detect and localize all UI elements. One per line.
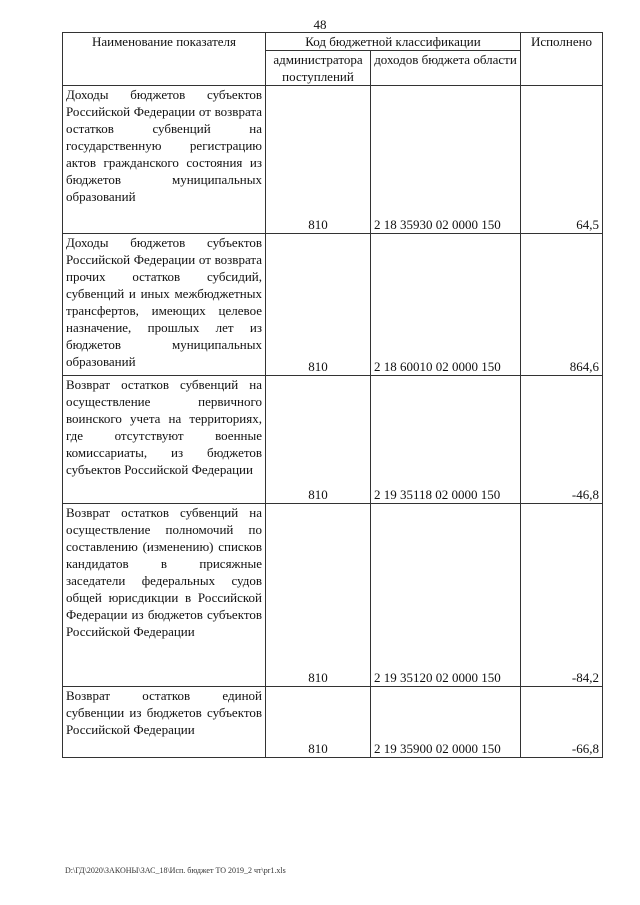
admin-code-cell: 810	[266, 504, 371, 687]
admin-code-cell: 810	[266, 687, 371, 758]
header-regional-budget-revenue: доходов бюджета области	[371, 51, 521, 86]
executed-amount-cell: -46,8	[521, 376, 603, 504]
indicator-name-cell: Доходы бюджетов субъектов Российской Федерации от возврата остатков субвенций на государственную регистрацию актов гражданского состояния из бюджетов муниципальных образований	[63, 86, 266, 234]
indicator-name-cell: Доходы бюджетов субъектов Российской Федерации от возврата прочих остатков субсидий, субвенций и иных межбюджетных трансфертов, имеющих целевое назначение, прошлых лет из бюджетов муниципальных образований	[63, 234, 266, 376]
budget-execution-table	[62, 32, 603, 758]
file-path-footer: D:\ГД\2020\ЗАКОНЫ\ЗАС_18\Исп. бюджет ТО 2019_2 чт\pr1.xls	[65, 866, 286, 875]
indicator-name-cell: Возврат остатков субвенций на осуществление полномочий по составлению (изменению) списков кандидатов в присяжные заседатели федеральных судов общей юрисдикции в Российской Федерации из бюджетов субъектов Российской Федерации	[63, 504, 266, 687]
table-header-row	[63, 33, 603, 51]
page-number: 48	[313, 17, 327, 32]
admin-code-cell: 810	[266, 376, 371, 504]
indicator-name-cell: Возврат остатков субвенций на осуществление первичного воинского учета на территориях, где отсутствуют военные комиссариаты, из бюджетов субъектов Российской Федерации	[63, 376, 266, 504]
indicator-name-cell: Возврат остатков единой субвенции из бюджетов субъектов Российской Федерации	[63, 687, 266, 758]
table-row	[63, 234, 603, 376]
admin-code-cell: 810	[266, 86, 371, 234]
executed-amount-cell: -66,8	[521, 687, 603, 758]
revenue-code-cell: 2 18 35930 02 0000 150	[371, 86, 521, 234]
header-revenue-administrator: администратора поступлений	[266, 51, 371, 86]
revenue-code-cell: 2 19 35118 02 0000 150	[371, 376, 521, 504]
executed-amount-cell: 864,6	[521, 234, 603, 376]
header-indicator-name: Наименование показателя	[63, 33, 266, 86]
revenue-code-cell: 2 18 60010 02 0000 150	[371, 234, 521, 376]
admin-code-cell: 810	[266, 234, 371, 376]
table-row	[63, 687, 603, 758]
table-row	[63, 504, 603, 687]
revenue-code-cell: 2 19 35900 02 0000 150	[371, 687, 521, 758]
table-row	[63, 86, 603, 234]
header-budget-classification-code: Код бюджетной классификации	[266, 33, 521, 51]
table-row	[63, 376, 603, 504]
revenue-code-cell: 2 19 35120 02 0000 150	[371, 504, 521, 687]
executed-amount-cell: -84,2	[521, 504, 603, 687]
header-executed: Исполнено	[521, 33, 603, 86]
executed-amount-cell: 64,5	[521, 86, 603, 234]
